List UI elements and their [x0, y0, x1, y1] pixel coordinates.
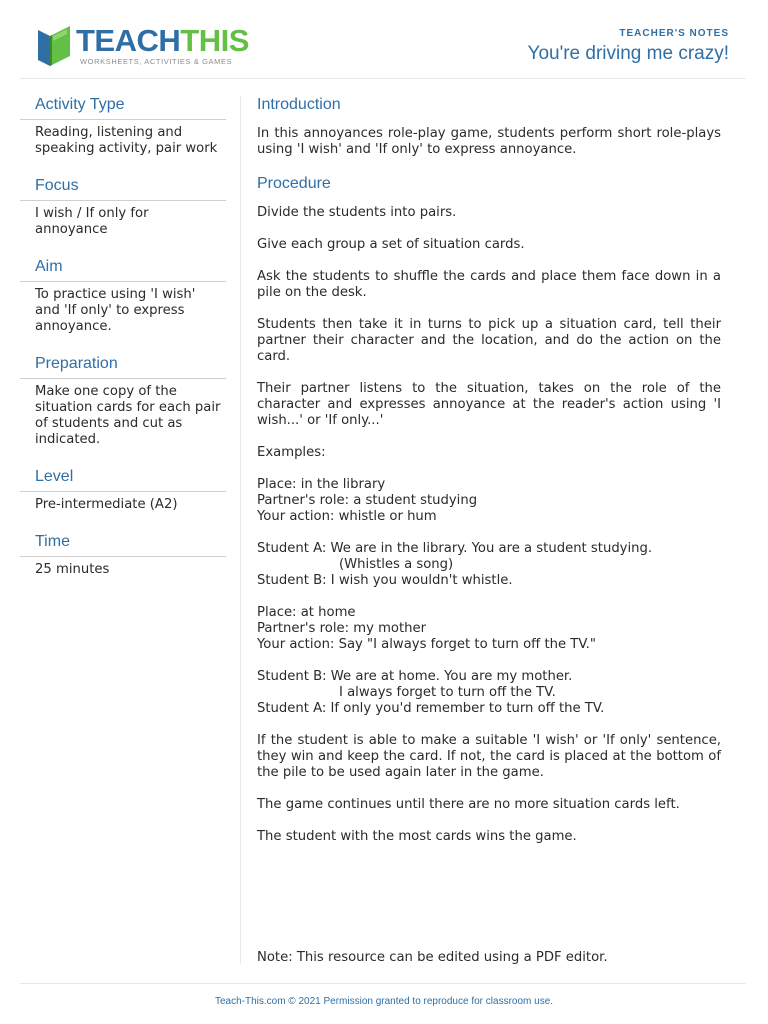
- time-heading: Time: [20, 532, 226, 557]
- level-heading: Level: [20, 467, 226, 492]
- example-1-student-a: Student A: We are in the library. You are a student studying.: [257, 541, 653, 556]
- example-2-student-b: Student B: We are at home. You are my mother.: [257, 669, 573, 684]
- procedure-step: Ask the students to shuffle the cards and place them face down in a pile on the desk.: [257, 269, 721, 300]
- focus-section: [20, 176, 226, 238]
- logo-tagline: WORKSHEETS, ACTIVITIES & GAMES: [80, 57, 233, 66]
- logo-wordmark: TEACHTHIS: [76, 23, 249, 58]
- preparation-section: [20, 354, 226, 448]
- example-1-setup: [257, 477, 721, 525]
- procedure-heading: Procedure: [257, 175, 331, 192]
- preparation-heading: Preparation: [20, 354, 226, 379]
- level-text: Pre-intermediate (A2): [35, 497, 178, 512]
- procedure-step: Students then take it in turns to pick up a situation card, tell their partner their character and the location, and do the action on the card.: [257, 317, 721, 364]
- closing-paragraph: The game continues until there are no more situation cards left.: [257, 797, 680, 812]
- page-title: You're driving me crazy!: [527, 43, 729, 64]
- example-2-action: Your action: Say "I always forget to turn off the TV.": [257, 637, 596, 652]
- focus-heading: Focus: [20, 176, 226, 201]
- preparation-text: Make one copy of the situation cards for each pair of students and cut as indicated.: [35, 384, 221, 447]
- example-2-dialogue: [257, 669, 721, 717]
- book-logo-icon: [36, 22, 74, 68]
- activity-type-heading: Activity Type: [20, 95, 226, 120]
- example-1-role: Partner's role: a student studying: [257, 493, 478, 508]
- example-1-action: Your action: whistle or hum: [257, 509, 437, 524]
- example-1-stage-direction: (Whistles a song): [339, 557, 454, 572]
- activity-type-section: [20, 95, 226, 157]
- time-section: [20, 532, 226, 578]
- level-section: [20, 467, 226, 513]
- example-2-role: Partner's role: my mother: [257, 621, 427, 636]
- example-2-student-a: Student A: If only you'd remember to turn off the TV.: [257, 701, 605, 716]
- procedure-step: Give each group a set of situation cards.: [257, 237, 525, 252]
- focus-text: I wish / If only for annoyance: [35, 206, 149, 237]
- sidebar: [20, 95, 226, 597]
- procedure-step: Their partner listens to the situation, takes on the role of the character and expresses annoyance at the reader's action using 'I wish...' or 'If only...': [257, 381, 721, 428]
- header-divider: [20, 78, 746, 79]
- editing-note: Note: This resource can be edited using a PDF editor.: [257, 950, 608, 965]
- aim-heading: Aim: [20, 257, 226, 282]
- example-1-student-b: Student B: I wish you wouldn't whistle.: [257, 573, 513, 588]
- example-1-dialogue: [257, 541, 721, 589]
- page-header: [0, 0, 768, 80]
- footer-copyright: Teach-This.com © 2021 Permission granted to reproduce for classroom use.: [214, 996, 554, 1007]
- footer-divider: [20, 983, 746, 984]
- example-1-place: Place: in the library: [257, 477, 386, 492]
- aim-section: [20, 257, 226, 335]
- teachers-notes-label: TEACHER'S NOTES: [619, 28, 729, 39]
- procedure-step: Divide the students into pairs.: [257, 205, 457, 220]
- introduction-text: In this annoyances role-play game, students perform short role-plays using 'I wish' and 'If only' to express annoyance.: [257, 126, 721, 157]
- aim-text: To practice using 'I wish' and 'If only' to express annoyance.: [35, 287, 196, 334]
- column-divider: [240, 96, 241, 964]
- main-content: [257, 95, 721, 861]
- examples-label: Examples:: [257, 445, 326, 460]
- closing-paragraph: If the student is able to make a suitable 'I wish' or 'If only' sentence, they win and keep the card. If not, the card is placed at the bottom of the pile to be used again later in the game.: [257, 733, 721, 780]
- example-2-student-b-cont: I always forget to turn off the TV.: [339, 685, 556, 700]
- closing-paragraph: The student with the most cards wins the game.: [257, 829, 577, 844]
- time-text: 25 minutes: [35, 562, 110, 577]
- example-2-place: Place: at home: [257, 605, 356, 620]
- activity-type-text: Reading, listening and speaking activity, pair work: [35, 125, 218, 156]
- example-2-setup: [257, 605, 721, 653]
- introduction-heading: Introduction: [257, 96, 341, 113]
- teach-this-logo: [36, 22, 249, 70]
